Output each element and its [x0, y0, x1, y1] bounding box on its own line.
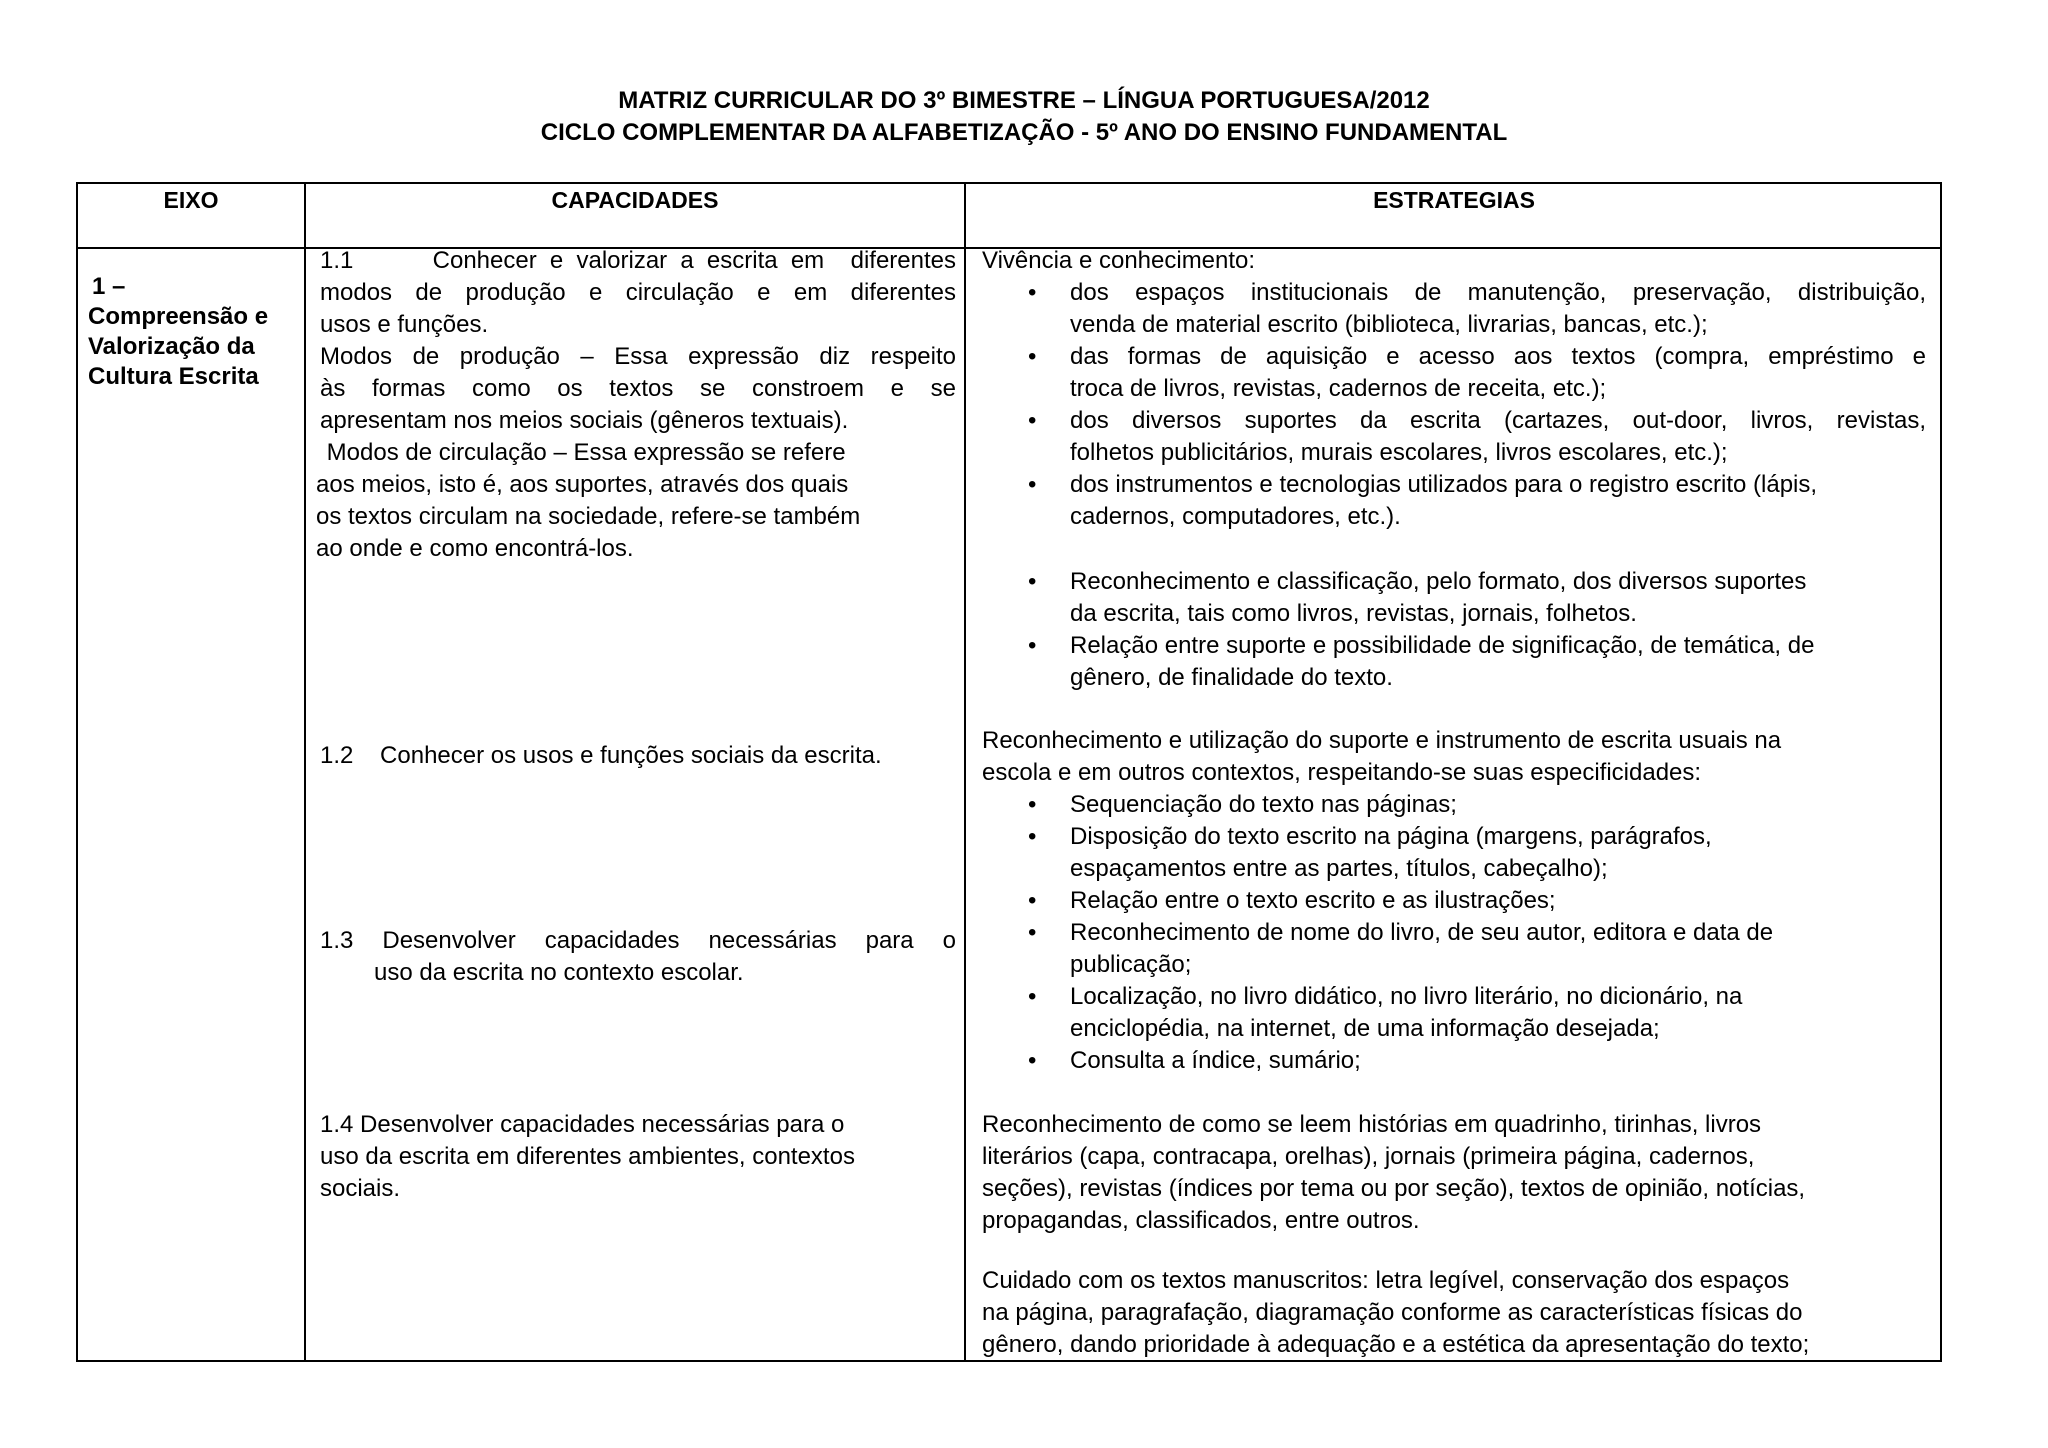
list-item — [982, 405, 1926, 469]
list-item — [982, 981, 1926, 1045]
eixo-line: Compreensão e — [88, 303, 269, 330]
list-item-line: • Reconhecimento e classificação, pelo formato, dos diversos suportes — [1070, 568, 1807, 595]
eixo-line: Valorização da — [88, 333, 255, 360]
capacidade-1-3 — [320, 925, 956, 989]
list-item — [982, 1045, 1926, 1077]
capacidade-1-4 — [320, 1109, 956, 1205]
list-item — [982, 341, 1926, 405]
list-item-line: • Disposição do texto escrito na página (margens, parágrafos, — [1070, 823, 1712, 850]
list-item-line: • Sequenciação do texto nas páginas; — [1070, 791, 1457, 818]
list-item-line: • Relação entre suporte e possibilidade de significação, de temática, de — [1070, 632, 1815, 659]
capacidade-1-2: 1.2 Conhecer os usos e funções sociais da escrita. — [320, 742, 882, 769]
document-subtitle: CICLO COMPLEMENTAR DA ALFABETIZAÇÃO - 5º ANO DO ENSINO FUNDAMENTAL — [540, 119, 1508, 146]
list-item-line: cadernos, computadores, etc.). — [1070, 503, 1401, 530]
list-item-line: venda de material escrito (biblioteca, livrarias, bancas, etc.); — [1070, 311, 1708, 338]
list-item-line: • dos espaços institucionais de manutenção, preservação, distribuição, — [1070, 279, 1926, 306]
list-item-line: • Consulta a índice, sumário; — [1070, 1047, 1361, 1074]
capacidade-line: uso da escrita em diferentes ambientes, contextos — [320, 1143, 855, 1170]
estrategia-block-4 — [982, 1109, 1926, 1237]
estrategia-line: na página, paragrafação, diagramação conforme as características físicas do — [982, 1299, 1803, 1326]
list-item — [982, 789, 1926, 821]
capacidade-line: 1.3 Desenvolver capacidades necessárias para o — [320, 927, 956, 954]
estrategia-intro: escola e em outros contextos, respeitando-se suas especificidades: — [982, 759, 1702, 786]
list-item-line: • Relação entre o texto escrito e as ilustrações; — [1070, 887, 1556, 914]
list-item — [982, 277, 1926, 341]
capacidade-line: apresentam nos meios sociais (gêneros textuais). — [320, 407, 849, 434]
estrategia-block-1 — [982, 245, 1926, 533]
capacidade-line: ao onde e como encontrá-los. — [316, 535, 634, 562]
estrategia-line: Cuidado com os textos manuscritos: letra legível, conservação dos espaços — [982, 1267, 1790, 1294]
column-divider — [964, 184, 966, 1360]
list-item-line: • Reconhecimento de nome do livro, de seu autor, editora e data de — [1070, 919, 1774, 946]
capacidade-line: Modos de produção – Essa expressão diz respeito — [320, 343, 956, 370]
list-item — [982, 821, 1926, 885]
estrategia-list — [982, 277, 1926, 533]
column-header-estrategias: ESTRATEGIAS — [1373, 187, 1535, 213]
estrategia-line: Reconhecimento de como se leem histórias em quadrinho, tirinhas, livros — [982, 1111, 1762, 1138]
capacidade-line: usos e funções. — [320, 311, 489, 338]
capacidade-line: uso da escrita no contexto escolar. — [374, 959, 744, 986]
capacidade-line: modos de produção e circulação e em diferentes — [320, 279, 956, 306]
list-item — [982, 885, 1926, 917]
estrategia-list — [982, 789, 1926, 1077]
estrategia-intro: Vivência e conhecimento: — [982, 247, 1256, 274]
list-item-line: gênero, de finalidade do texto. — [1070, 664, 1393, 691]
list-item-line: folhetos publicitários, murais escolares, livros escolares, etc.); — [1070, 439, 1728, 466]
capacidade-line: sociais. — [320, 1175, 401, 1202]
capacidade-1-1 — [316, 245, 956, 565]
capacidade-line: aos meios, isto é, aos suportes, através dos quais — [316, 471, 849, 498]
estrategia-line: gênero, dando prioridade à adequação e a estética da apresentação do texto; — [982, 1331, 1810, 1358]
estrategia-line: seções), revistas (índices por tema ou por seção), textos de opinião, notícias, — [982, 1175, 1806, 1202]
estrategia-line: propagandas, classificados, entre outros. — [982, 1207, 1420, 1234]
estrategia-block-5 — [982, 1265, 1926, 1361]
eixo-line: 1 – — [92, 273, 126, 300]
list-item — [982, 917, 1926, 981]
capacidade-line: Modos de circulação – Essa expressão se refere — [320, 439, 846, 466]
list-item-line: • das formas de aquisição e acesso aos textos (compra, empréstimo e — [1070, 343, 1926, 370]
capacidade-line: 1.4 Desenvolver capacidades necessárias para o — [320, 1111, 845, 1138]
estrategia-block-2 — [982, 566, 1926, 694]
list-item — [982, 469, 1926, 533]
list-item-line: • dos diversos suportes da escrita (cartazes, out-door, livros, revistas, — [1070, 407, 1926, 434]
estrategia-intro: Reconhecimento e utilização do suporte e instrumento de escrita usuais na — [982, 727, 1782, 754]
capacidade-line: às formas como os textos se constroem e se — [320, 375, 956, 402]
list-item-line: publicação; — [1070, 951, 1192, 978]
eixo-line: Cultura Escrita — [88, 363, 259, 390]
list-item-line: • Localização, no livro didático, no livro literário, no dicionário, na — [1070, 983, 1743, 1010]
list-item-line: da escrita, tais como livros, revistas, jornais, folhetos. — [1070, 600, 1637, 627]
list-item-line: troca de livros, revistas, cadernos de receita, etc.); — [1070, 375, 1607, 402]
document-title: MATRIZ CURRICULAR DO 3º BIMESTRE – LÍNGUA PORTUGUESA/2012 — [618, 87, 1430, 114]
estrategia-line: literários (capa, contracapa, orelhas), jornais (primeira página, cadernos, — [982, 1143, 1755, 1170]
list-item-line: enciclopédia, na internet, de uma informação desejada; — [1070, 1015, 1660, 1042]
list-item-line: • dos instrumentos e tecnologias utilizados para o registro escrito (lápis, — [1070, 471, 1818, 498]
eixo-cell — [88, 272, 294, 392]
column-header-capacidades: CAPACIDADES — [551, 187, 719, 213]
estrategia-list — [982, 566, 1926, 694]
list-item — [982, 630, 1926, 694]
column-divider — [304, 184, 306, 1360]
estrategia-block-3 — [982, 725, 1926, 1077]
list-item — [982, 566, 1926, 630]
capacidade-line: os textos circulam na sociedade, refere-se também — [316, 503, 861, 530]
capacidade-line: 1.1 Conhecer e valorizar a escrita em diferentes — [320, 247, 956, 274]
list-item-line: espaçamentos entre as partes, títulos, cabeçalho); — [1070, 855, 1608, 882]
column-header-eixo: EIXO — [163, 187, 219, 213]
